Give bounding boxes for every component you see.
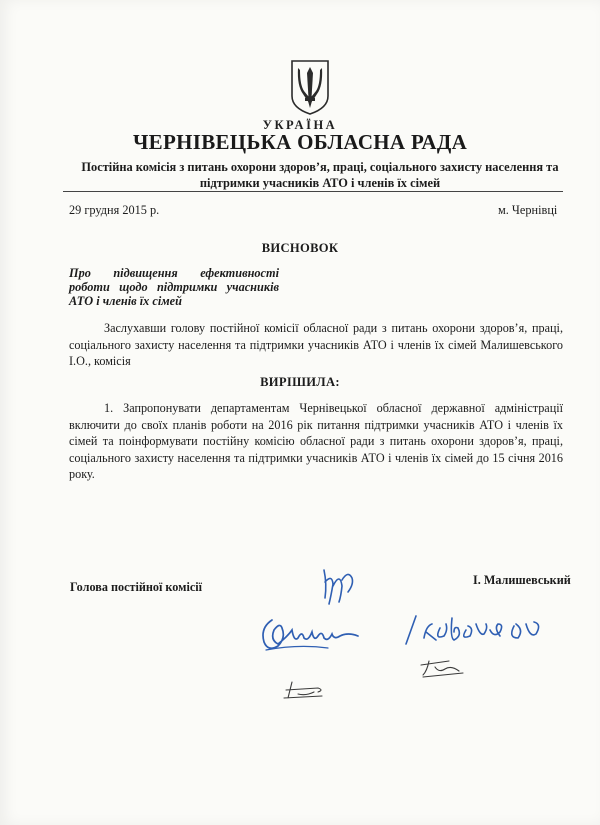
decision-item-1: 1. Запропонувати департаментам Чернівецької обласної державної адміністрації включити до своїх планів роботи на 2016 рік питання підтримки учасників АТО і членів їх сімей та поінформувати постійну комісію обласної ради з питань охорони здоров’я, праці, соціального захисту населення та підтримки учасників АТО і членів їх сімей до 15 січня 2016 року. <box>69 401 563 481</box>
signature-member-4 <box>278 676 338 702</box>
intro-paragraph: Заслухавши голову постійної комісії обласної ради з питань охорони здоров’я, праці, соціального захисту населення та підтримки учасників АТО і членів їх сімей Малишевського І.О., комісія <box>69 321 563 368</box>
document-date: 29 грудня 2015 р. <box>69 203 160 217</box>
signature-chairman <box>318 562 362 612</box>
letterhead-divider <box>63 191 563 192</box>
signature-member-3 <box>415 657 475 681</box>
council-name: ЧЕРНІВЕЦЬКА ОБЛАСНА РАДА <box>132 130 468 154</box>
document-subject: Про підвищення ефективності роботи щодо підтримки учасників АТО і членів їх сімей <box>69 266 279 308</box>
signature-member-1 <box>258 608 373 658</box>
signature-label: Голова постійної комісії <box>70 580 203 594</box>
commission-line-1: Постійна комісія з питань охорони здоров’я, праці, соціального захисту населення та <box>81 160 559 174</box>
country-name: УКРАЇНА <box>262 118 338 132</box>
document-city: м. Чернівці <box>498 203 558 217</box>
signatory-name: І. Малишевський <box>473 573 571 587</box>
commission-line-2: підтримки учасників АТО і членів їх сімей <box>199 176 441 190</box>
trident-emblem-icon <box>289 58 331 116</box>
commission-name <box>70 159 570 191</box>
document-title: ВИСНОВОК <box>261 241 339 255</box>
signature-member-2 <box>396 610 566 650</box>
decided-heading: ВИРІШИЛА: <box>260 375 340 389</box>
